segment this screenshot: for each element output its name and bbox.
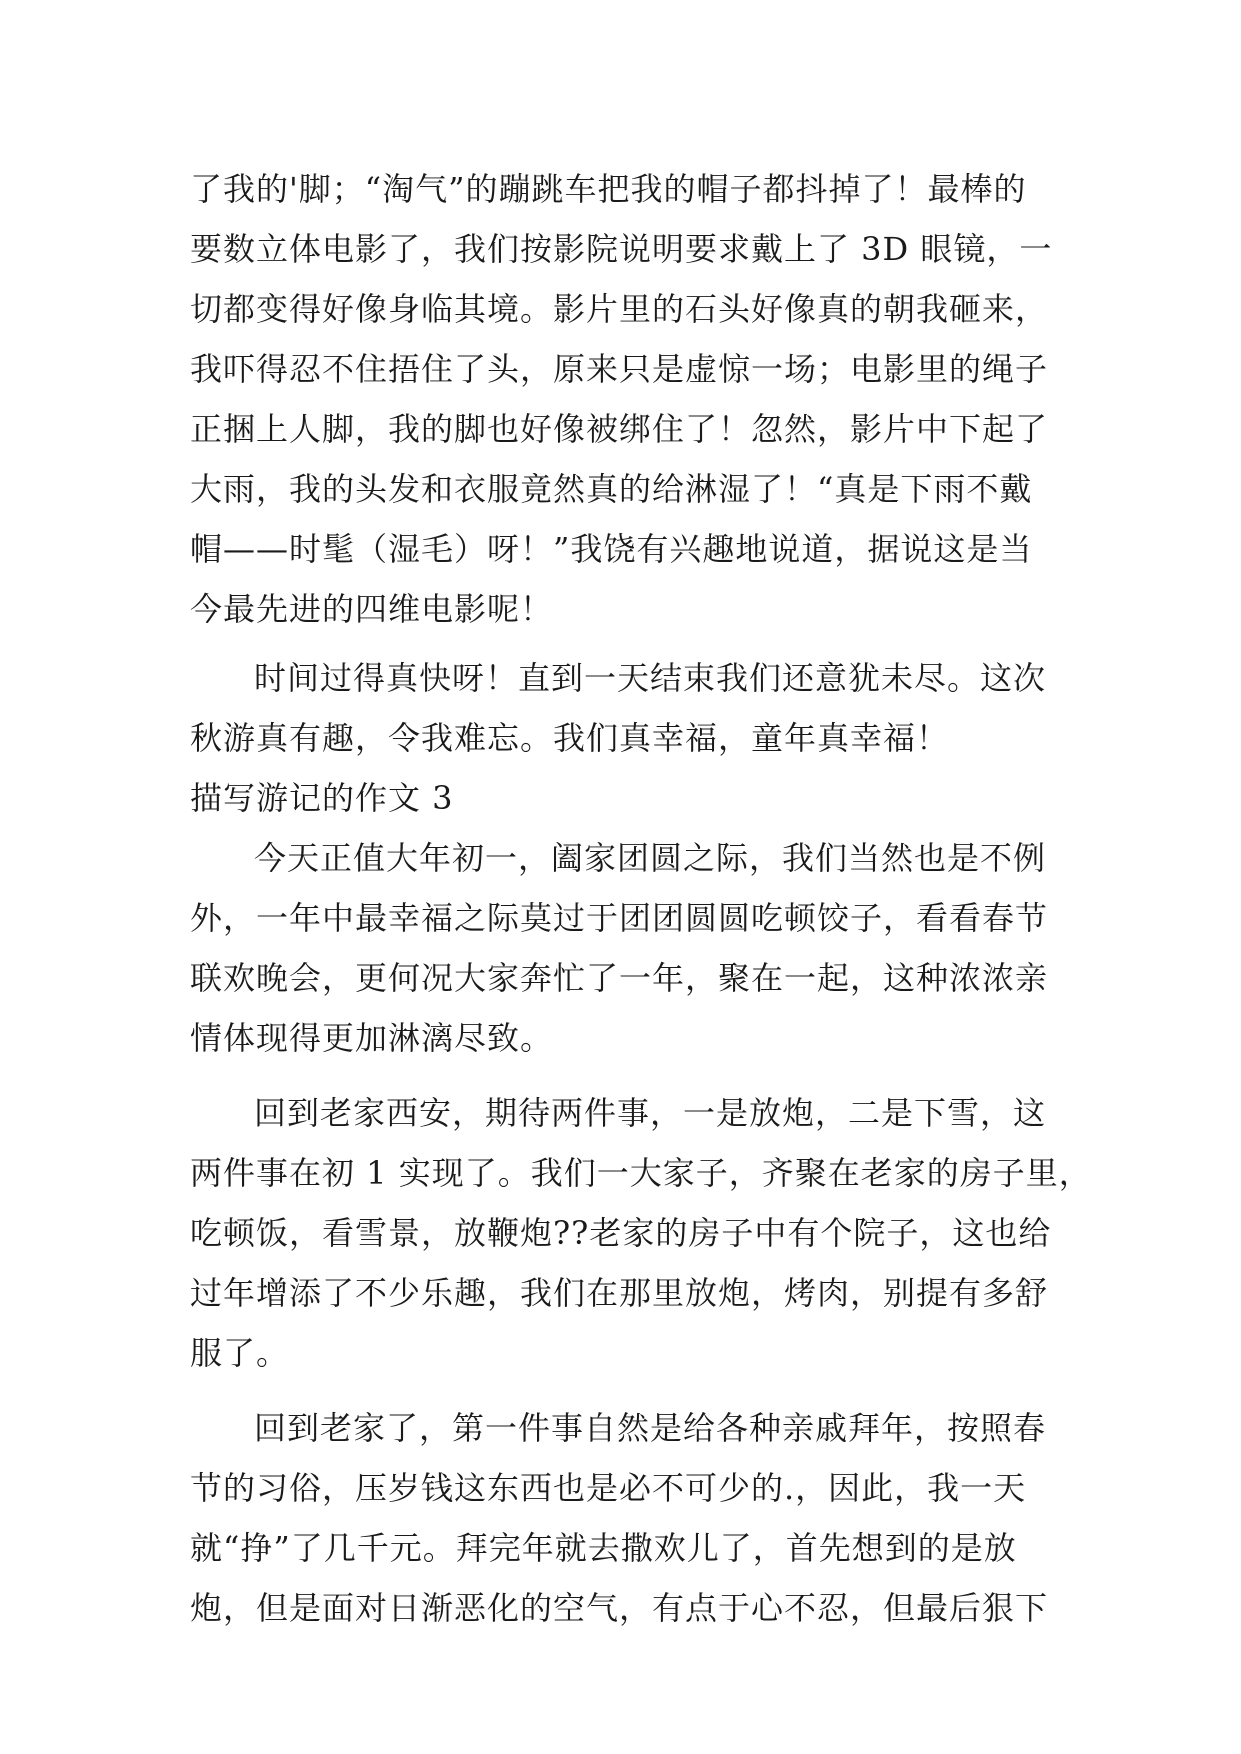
text-line: 联欢晚会，更何况大家奔忙了一年，聚在一起，这种浓浓亲 [190, 959, 1049, 997]
text-line: 节的习俗，压岁钱这东西也是必不可少的.，因此，我一天 [190, 1469, 1027, 1507]
text-line: 外，一年中最幸福之际莫过于团团圆圆吃顿饺子，看看春节 [190, 899, 1049, 937]
heading-text: 描写游记的作文 3 [190, 779, 454, 817]
text-line: 正捆上人脚，我的脚也好像被绑住了！忽然，影片中下起了 [190, 410, 1049, 448]
text-line: 秋游真有趣，令我难忘。我们真幸福，童年真幸福！ [190, 719, 950, 757]
text-line: 过年增添了不少乐趣，我们在那里放炮，烤肉，别提有多舒 [190, 1274, 1049, 1312]
text-line: 就“挣”了几千元。拜完年就去撒欢儿了，首先想到的是放 [190, 1529, 1017, 1567]
paragraph-spacer [190, 1383, 1050, 1398]
text-line: 帽——时髦（湿毛）呀！”我饶有兴趣地说道，据说这是当 [190, 530, 1033, 568]
paragraph [190, 1398, 1050, 1638]
paragraph-spacer [190, 1068, 1050, 1083]
paragraph-spacer [190, 639, 1050, 648]
document-body [190, 159, 1092, 1638]
text-line: 今天正值大年初一，阖家团圆之际，我们当然也是不例 [254, 839, 1047, 877]
text-line: 回到老家了，第一件事自然是给各种亲戚拜年，按照春 [254, 1409, 1047, 1447]
paragraph [190, 1083, 1092, 1383]
text-line: 今最先进的四维电影呢！ [190, 590, 554, 628]
text-line: 我吓得忍不住捂住了头，原来只是虚惊一场；电影里的绳子 [190, 350, 1049, 388]
text-line: 情体现得更加淋漓尽致。 [190, 1019, 554, 1057]
text-line: 了我的'脚；“淘气”的蹦跳车把我的帽子都抖掉了！最棒的 [190, 170, 1027, 208]
text-line: 要数立体电影了，我们按影院说明要求戴上了 3D 眼镜，一 [190, 230, 1053, 268]
text-line: 回到老家西安，期待两件事，一是放炮，二是下雪，这 [254, 1094, 1047, 1132]
text-line: 服了。 [190, 1334, 290, 1372]
paragraph [190, 648, 1050, 768]
text-line: 大雨，我的头发和衣服竟然真的给淋湿了！“真是下雨不戴 [190, 470, 1033, 508]
paragraph [190, 828, 1050, 1068]
text-line: 两件事在初 1 实现了。我们一大家子，齐聚在老家的房子里， [190, 1154, 1092, 1192]
text-line: 切都变得好像身临其境。影片里的石头好像真的朝我砸来， [190, 290, 1049, 328]
text-line: 吃顿饭，看雪景，放鞭炮??老家的房子中有个院子，这也给 [190, 1214, 1052, 1252]
text-line: 时间过得真快呀！直到一天结束我们还意犹未尽。这次 [254, 659, 1047, 697]
section-heading [190, 768, 1050, 828]
text-line: 炮，但是面对日渐恶化的空气，有点于心不忍，但最后狠下 [190, 1589, 1049, 1627]
paragraph [190, 159, 1053, 639]
